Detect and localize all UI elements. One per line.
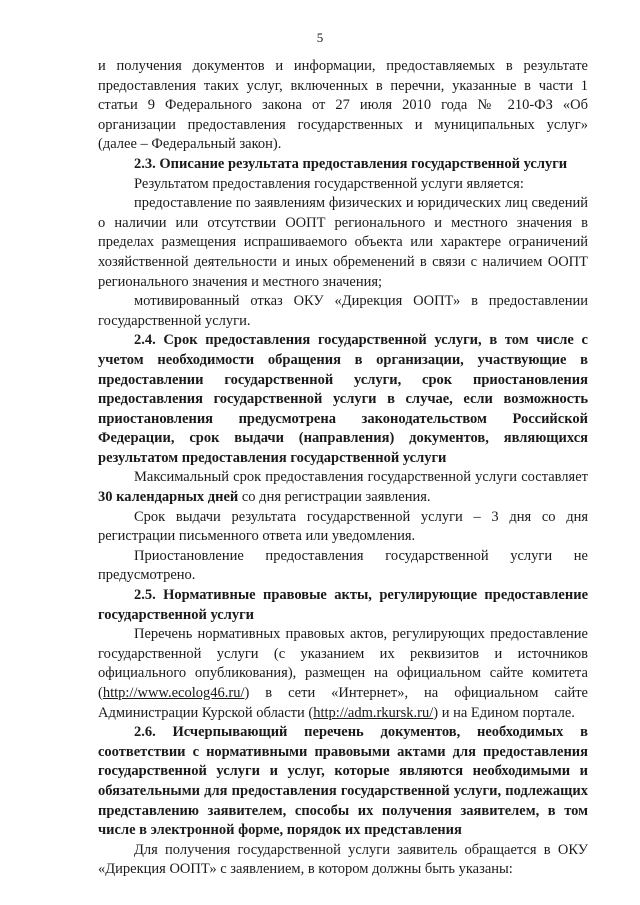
bold-duration: 30 календарных дней	[98, 489, 239, 506]
section-2-4-paragraph: Приостановление предоставления государственной услуги не предусмотрено.	[98, 547, 588, 584]
section-2-3-heading: 2.3. Описание результата предоставления государственной услуги	[134, 155, 568, 172]
text-run: ) и на Едином портале.	[433, 704, 575, 721]
section-2-4-paragraph: Срок выдачи результата государственной услуги – 3 дня со дня регистрации письменного ответа или уведомления.	[98, 508, 588, 545]
section-2-3-paragraph: мотивированный отказ ОКУ «Дирекция ООПТ» в предоставлении государственной услуги.	[98, 293, 588, 329]
section-2-6-heading: 2.6. Исчерпывающий перечень документов, необходимых в соответствии с нормативными правовыми актами для предоставления государственной услуги и услуг, которые являются необходимыми и обязательными для предоставления государственной услуги, подлежащих представлению заявителем, способы их получения заявителем, в том числе в электронной форме, порядок их представления	[98, 724, 588, 839]
document-body	[98, 57, 588, 880]
section-2-4-paragraph	[98, 468, 588, 507]
text-run: Перечень нормативных правовых актов, регулирующих предоставление государственной услуги (с указанием их реквизитов и источников официального опубликования), размещен на официальном сайте комитета (	[98, 626, 588, 701]
text-run: Максимальный срок предоставления государственной услуги составляет	[134, 469, 588, 486]
section-2-5-heading: 2.5. Нормативные правовые акты, регулирующие предоставление государственной услуги	[98, 587, 588, 623]
section-2-3-paragraph: Результатом предоставления государственной услуги является:	[134, 175, 524, 192]
section-2-4-heading: 2.4. Срок предоставления государственной услуги, в том числе с учетом необходимости обращения в организации, участвующие в предоставлении государственной услуги, срок приостановления предоставления государственной услуги в случае, если возможность приостановления предусмотрена законодательством Российской Федерации, срок выдачи (направления) документов, являющихся результатом предоставления государственной услуги	[98, 332, 588, 466]
intro-paragraph: и получения документов и информации, предоставляемых в результате предоставления таких услуг, включенных в перечни, указанные в части 1 статьи 9 Федерального закона от 27 июля 2010 года № 210-ФЗ «Об организации предоставления государственных и муниципальных услуг» (далее – Федеральный закон).	[98, 58, 588, 153]
adm-rkursk-link[interactable]: http://adm.rkursk.ru/	[313, 704, 434, 721]
text-run: ) в сети «Интернет», на официальном сайте Администрации Курской области (	[98, 685, 588, 721]
section-2-3-paragraph: предоставление по заявлениям физических и юридических лиц сведений о наличии или отсутствии ООПТ регионального и местного значения в пределах размещения испрашиваемого объекта или характере ограничений хозяйственной деятельности и иных обременений в связи с наличием ООПТ регионального значения и местного значения;	[98, 195, 588, 290]
section-2-5-paragraph	[98, 625, 588, 723]
page-number: 5	[316, 30, 324, 45]
ecolog-link[interactable]: http://www.ecolog46.ru/	[102, 685, 245, 701]
text-run: со дня регистрации заявления.	[238, 489, 431, 506]
section-2-6-paragraph: Для получения государственной услуги заявитель обращается в ОКУ «Дирекция ООПТ» с заявлением, в котором должны быть указаны:	[98, 841, 588, 878]
